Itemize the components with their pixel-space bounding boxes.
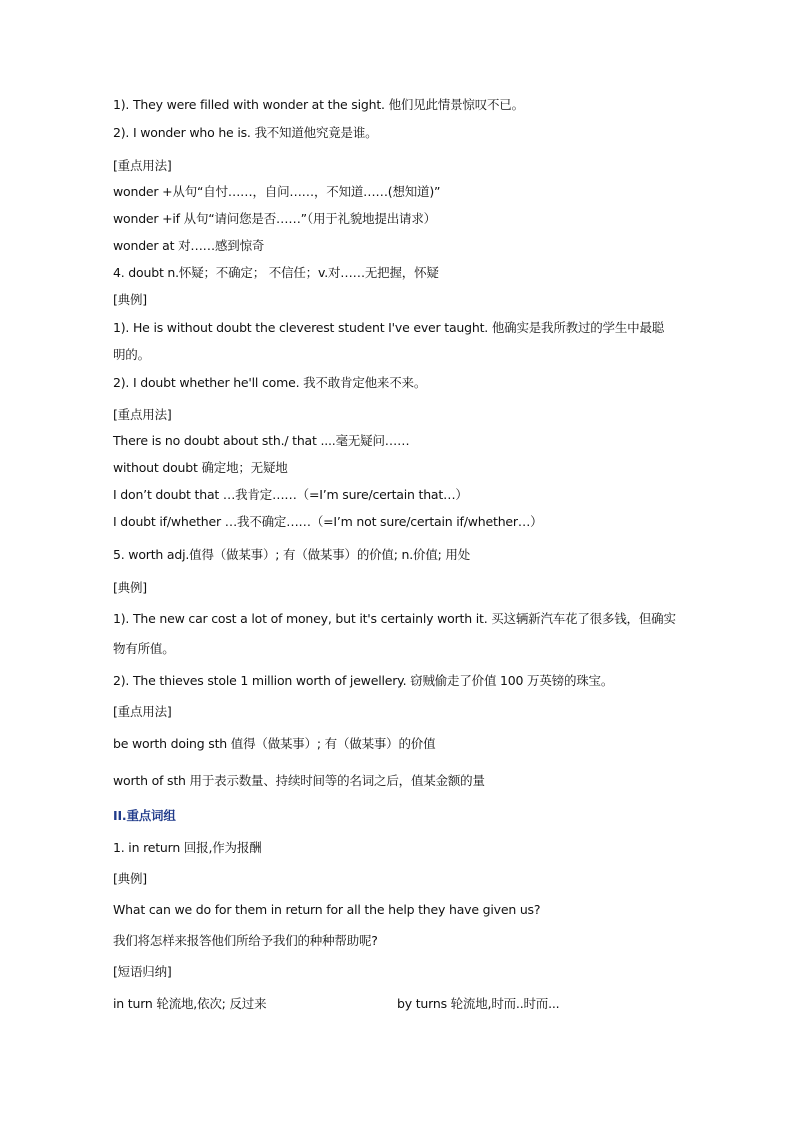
example-wonder-2: 2). I wonder who he is. 我不知道他究竟是谁。 xyxy=(113,125,378,140)
entry-doubt: 4. doubt n.怀疑；不确定； 不信任；v.对……无把握，怀疑 xyxy=(113,265,439,280)
section-heading-phrases: II.重点词组 xyxy=(113,808,176,823)
usage-no-doubt: There is no doubt about sth./ that ....毫无疑问…… xyxy=(113,433,410,448)
usage-doubt-if: I doubt if/whether …我不确定……（=I’m not sure/certain if/whether…） xyxy=(113,514,543,529)
entry-worth: 5. worth adj.值得（做某事）; 有（做某事）的价值; n.价值; 用处 xyxy=(113,547,470,562)
examples-heading-worth: [典例] xyxy=(113,580,147,595)
example-doubt-2: 2). I doubt whether he'll come. 我不敢肯定他来不来。 xyxy=(113,375,427,390)
usage-wonder-clause: wonder +从句“自忖……，自问……，不知道……(想知道)” xyxy=(113,184,441,199)
examples-heading-in-return: [典例] xyxy=(113,871,147,886)
examples-heading-doubt: [典例] xyxy=(113,292,147,307)
example-in-return-en: What can we do for them in return for all the help they have given us? xyxy=(113,902,541,917)
phrase-in-turn: in turn 轮流地,依次; 反过来 xyxy=(113,996,267,1011)
example-wonder-1: 1). They were filled with wonder at the sight. 他们见此情景惊叹不已。 xyxy=(113,97,524,112)
phrase-summary-heading: [短语归纳] xyxy=(113,964,172,979)
example-doubt-1: 1). He is without doubt the cleverest student I've ever taught. 他确实是我所教过的学生中最聪 xyxy=(113,320,665,335)
usage-without-doubt: without doubt 确定地；无疑地 xyxy=(113,460,288,475)
usage-dont-doubt: I don’t doubt that …我肯定……（=I’m sure/certain that…） xyxy=(113,487,468,502)
example-in-return-zh: 我们将怎样来报答他们所给予我们的种种帮助呢? xyxy=(113,933,378,948)
usage-worth-of: worth of sth 用于表示数量、持续时间等的名词之后，值某金额的量 xyxy=(113,773,485,788)
usage-heading-doubt: [重点用法] xyxy=(113,407,172,422)
example-worth-1: 1). The new car cost a lot of money, but it's certainly worth it. 买这辆新汽车花了很多钱，但确实 xyxy=(113,611,676,626)
usage-wonder-if: wonder +if 从句“请问您是否……”（用于礼貌地提出请求） xyxy=(113,211,436,226)
usage-heading-wonder: [重点用法] xyxy=(113,158,172,173)
example-worth-1-cont: 物有所值。 xyxy=(113,641,175,656)
usage-worth-doing: be worth doing sth 值得（做某事）; 有（做某事）的价值 xyxy=(113,736,436,751)
usage-heading-worth: [重点用法] xyxy=(113,704,172,719)
example-worth-2: 2). The thieves stole 1 million worth of jewellery. 窃贼偷走了价值 100 万英镑的珠宝。 xyxy=(113,673,614,688)
entry-in-return: 1. in return 回报,作为报酬 xyxy=(113,840,262,855)
usage-wonder-at: wonder at 对……感到惊奇 xyxy=(113,238,265,253)
example-doubt-1-cont: 明的。 xyxy=(113,347,150,362)
phrase-by-turns: by turns 轮流地,时而..时而... xyxy=(397,996,560,1011)
